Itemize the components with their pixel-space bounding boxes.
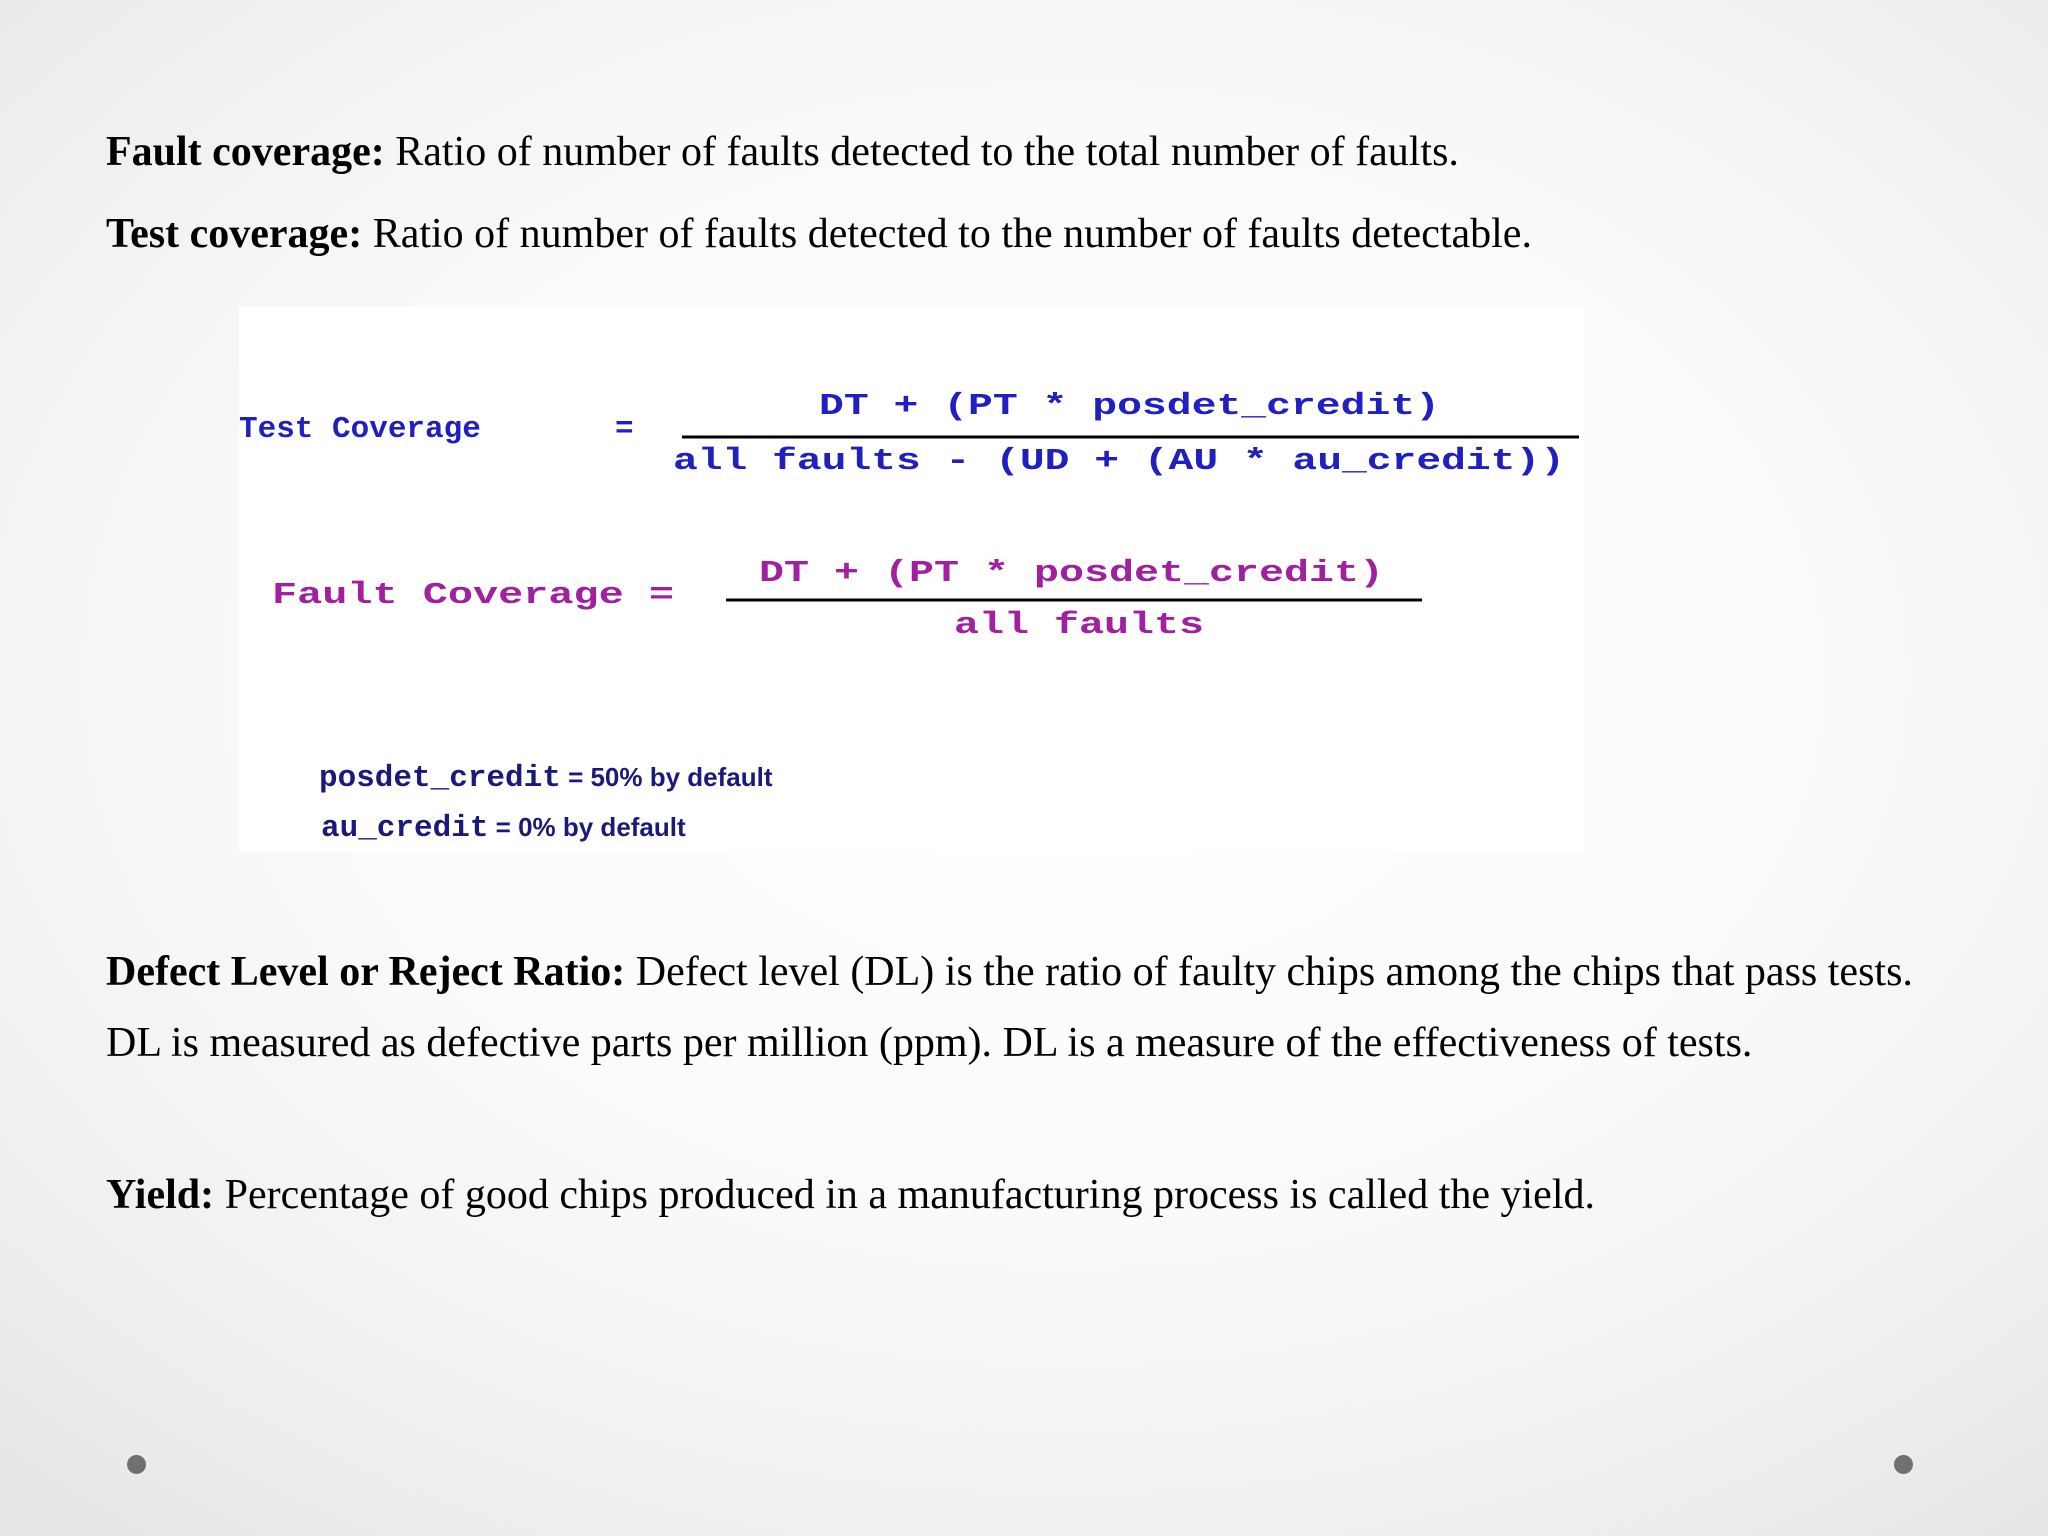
test-coverage-lhs: Test Coverage [239, 412, 481, 447]
slide-decoration-dot-right [1894, 1455, 1913, 1474]
defect-level-term: Defect Level or Reject Ratio: [106, 949, 626, 995]
coverage-formulas-image [239, 307, 1584, 852]
test-coverage-formula [239, 389, 1579, 479]
fault-coverage-term: Fault coverage: [106, 129, 385, 175]
fault-coverage-lhs: Fault Coverage = [272, 578, 674, 613]
fault-coverage-numerator: DT + (PT * posdet_credit) [759, 556, 1384, 591]
yield-text: Percentage of good chips produced in a manufacturing process is called the yield. [214, 1172, 1595, 1218]
fault-coverage-definition [106, 117, 1946, 188]
defect-level-definition [106, 937, 1946, 1079]
test-coverage-denominator: all faults - (UD + (AU * au_credit)) [673, 444, 1565, 479]
test-coverage-term: Test coverage: [106, 211, 363, 257]
posdet-credit-var: posdet_credit [319, 761, 561, 796]
yield-definition [106, 1160, 1946, 1231]
coverage-formulas-figure [239, 307, 1584, 852]
au-credit-note [321, 811, 686, 846]
test-coverage-definition [106, 199, 1946, 270]
slide-decoration-dot-left [127, 1455, 146, 1474]
posdet-credit-note [319, 761, 773, 796]
test-coverage-text: Ratio of number of faults detected to the number of faults detectable. [362, 211, 1532, 257]
defect-level-text: Defect level (DL) is the ratio of faulty chips among the chips that pass tests. DL is measured as defective parts per million (ppm). DL is a measure of the effectiveness of tests. [106, 949, 1913, 1066]
test-coverage-equals: = [615, 412, 634, 447]
au-credit-var: au_credit [321, 811, 489, 846]
yield-term: Yield: [106, 1172, 215, 1218]
au-credit-default: = 0% by default [488, 812, 686, 842]
fault-coverage-text: Ratio of number of faults detected to the total number of faults. [384, 129, 1459, 175]
fault-coverage-formula [272, 556, 1422, 643]
test-coverage-numerator: DT + (PT * posdet_credit) [819, 389, 1440, 424]
fault-coverage-denominator: all faults [954, 608, 1204, 643]
posdet-credit-default: = 50% by default [560, 762, 773, 792]
credit-defaults [319, 761, 773, 846]
